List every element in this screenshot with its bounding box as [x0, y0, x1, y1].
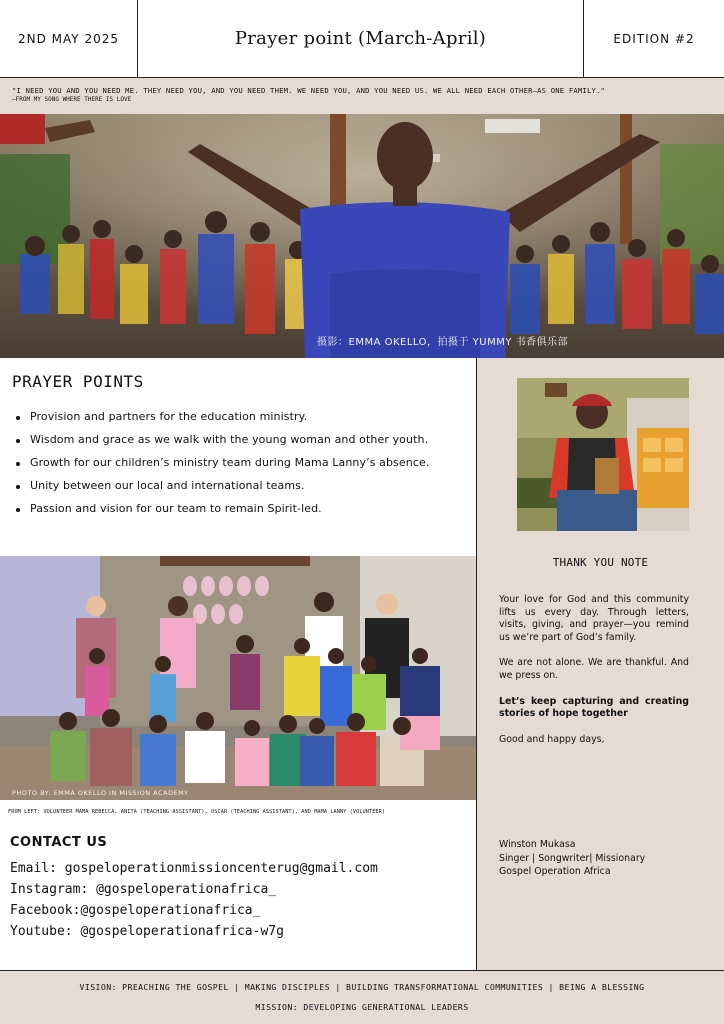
vision-statement: VISION: PREACHING THE GOSPEL | MAKING DISCIPLES | BUILDING TRANSFORMATIONAL COMMUNITIES | BEING A BLESSING: [79, 982, 645, 992]
signature-org: Gospel Operation Africa: [499, 866, 611, 877]
group-photo-caption: FROM LEFT: VOLUNTEER MAMA REBECCA, ANITA (TEACHING ASSISTANT), OSCAR (TEACHING ASSISTANT), AND MAMA LANNY (VOLUNTEER): [8, 809, 386, 815]
prayer-points-title: PRAYER POINTS: [12, 372, 144, 391]
quote-band: [0, 78, 724, 114]
hero-photo-caption: 摄影：EMMA OKELLO，拍摄于 YUMMY 书香俱乐部: [317, 337, 569, 348]
group-photo: [0, 556, 476, 800]
contact-instagram[interactable]: Instagram: @gospeloperationafrica_: [10, 882, 277, 897]
list-item: [14, 479, 429, 502]
contact-facebook[interactable]: Facebook:@gospeloperationafrica_: [10, 903, 261, 918]
bullet-icon: [16, 508, 20, 512]
list-item: [14, 410, 429, 433]
mission-statement: MISSION: DEVELOPING GENERATIONAL LEADERS: [255, 1002, 469, 1012]
prayer-point-text: Growth for our children’s ministry team during Mama Lanny’s absence.: [30, 456, 430, 469]
hero-photo-illustration: [0, 114, 724, 358]
note-paragraph: We are not alone. We are thankful. And we press on.: [499, 657, 689, 681]
bullet-icon: [16, 485, 20, 489]
contact-youtube[interactable]: Youtube: @gospeloperationafrica-w7g: [10, 924, 284, 939]
prayer-points-list: [14, 410, 429, 525]
footer: [0, 970, 724, 1024]
signature-name: Winston Mukasa: [499, 839, 576, 850]
note-highlight: Let’s keep capturing and creating stories of hope together: [499, 695, 689, 720]
signature-role: Singer | Songwriter| Missionary: [499, 852, 646, 864]
list-item: [14, 433, 429, 456]
portrait-illustration: [517, 378, 689, 531]
note-paragraph: Your love for God and this community lifts us every day. Through letters, visits, giving, and prayer—you remind us we’re part of God’s family.: [499, 594, 689, 643]
hero-photo: [0, 114, 724, 358]
edition-number: EDITION #2: [583, 0, 724, 77]
issue-date: 2ND MAY 2025: [0, 0, 138, 77]
contact-email[interactable]: Email: gospeloperationmissioncenterug@gmail.com: [10, 861, 378, 876]
quote-source: —FROM MY SONG WHERE THERE IS LOVE: [12, 96, 132, 103]
prayer-point-text: Unity between our local and international teams.: [30, 479, 305, 492]
bullet-icon: [16, 462, 20, 466]
thank-you-title: THANK YOU NOTE: [552, 556, 649, 569]
prayer-point-text: Provision and partners for the education ministry.: [30, 410, 308, 423]
bullet-icon: [16, 439, 20, 443]
quote-text: "I NEED YOU AND YOU NEED ME. THEY NEED YOU, AND YOU NEED THEM. WE NEED YOU, AND YOU NEED US. WE ALL NEED EACH OTHER—AS ONE FAMILY.": [12, 86, 606, 95]
prayer-point-text: Passion and vision for our team to remain Spirit-led.: [30, 502, 322, 515]
sidebar-column: [477, 358, 724, 970]
prayer-point-text: Wisdom and grace as we walk with the young woman and other youth.: [30, 433, 429, 446]
list-item: [14, 502, 429, 525]
group-photo-illustration: [0, 556, 476, 800]
newsletter-title: Prayer point (March-April): [234, 28, 487, 49]
masthead: [0, 0, 724, 78]
main-column: [0, 358, 477, 970]
contact-title: CONTACT US: [10, 835, 108, 850]
bullet-icon: [16, 416, 20, 420]
note-closing: Good and happy days,: [499, 733, 605, 745]
contact-details: [10, 858, 378, 942]
group-photo-credit: PHOTO BY: EMMA OKELLO IN MISSION ACADEMY: [12, 789, 189, 797]
list-item: [14, 456, 429, 479]
signature-block: [499, 838, 645, 879]
portrait-photo: [517, 378, 689, 531]
thank-you-note: [499, 594, 689, 759]
